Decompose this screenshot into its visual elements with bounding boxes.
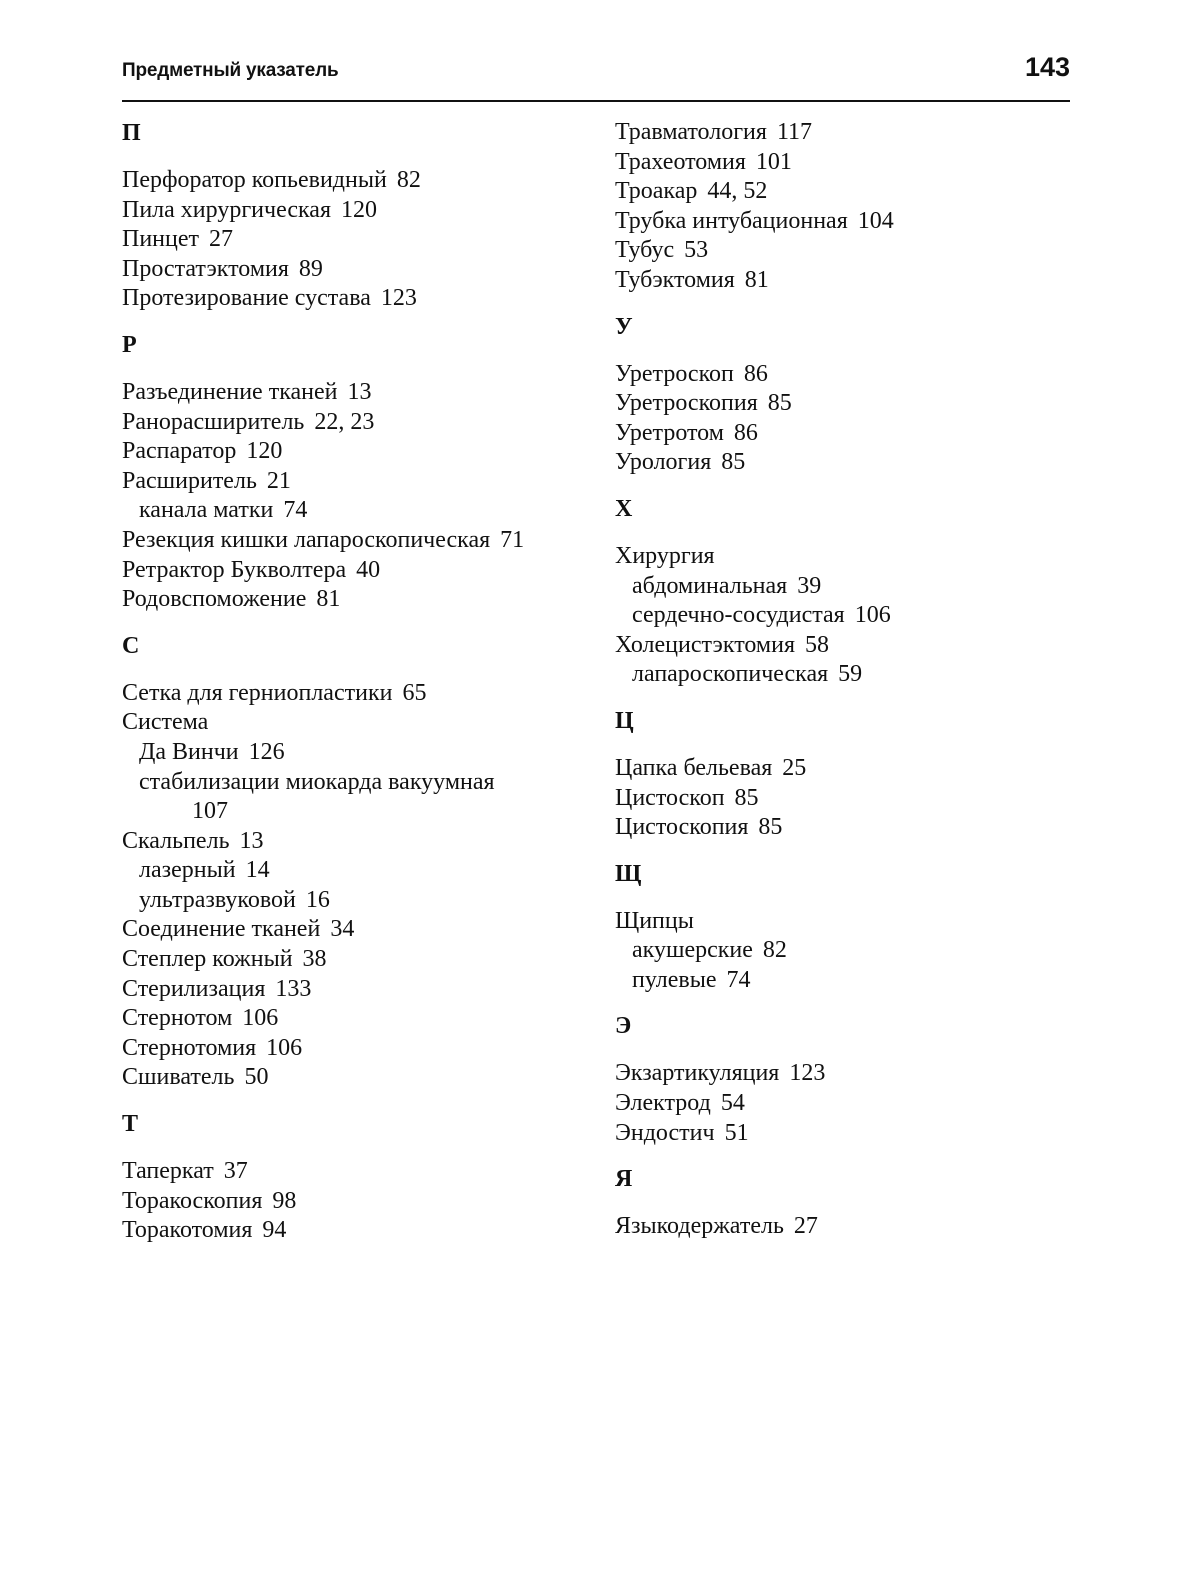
index-page-ref: 54 <box>720 1090 745 1117</box>
index-page-ref: 106 <box>854 602 891 629</box>
index-term: абдоминальная <box>632 572 788 599</box>
index-letter-group <box>615 1011 1070 1148</box>
index-term: Ранорасширитель <box>122 408 305 435</box>
index-entry <box>615 360 1070 390</box>
index-entry <box>122 496 592 526</box>
index-term: канала матки <box>139 497 274 524</box>
index-entry <box>122 1216 592 1246</box>
index-entry <box>122 797 592 827</box>
index-entry <box>122 284 592 314</box>
index-entry <box>615 813 1070 843</box>
index-entry <box>122 827 592 857</box>
index-term: Холецистэктомия <box>615 631 795 658</box>
index-entry <box>615 936 1070 966</box>
index-entry <box>615 207 1070 237</box>
index-letter-heading: Я <box>615 1166 633 1193</box>
index-entry <box>122 1157 592 1187</box>
index-term: Торакотомия <box>122 1217 253 1244</box>
index-letter-heading: С <box>122 632 140 659</box>
index-page-ref: 21 <box>266 467 291 494</box>
index-page-ref: 16 <box>305 886 330 913</box>
index-page-ref: 85 <box>734 784 759 811</box>
index-entry <box>122 886 592 916</box>
index-entry <box>122 856 592 886</box>
index-entry <box>122 378 592 408</box>
index-letter-heading: Ц <box>615 707 634 734</box>
index-term: сердечно-сосудистая <box>632 602 845 629</box>
index-page-ref: 117 <box>776 119 813 145</box>
index-letter-heading: У <box>615 313 633 340</box>
index-entry <box>615 601 1070 631</box>
index-term: Сетка для герниопластики <box>122 679 393 706</box>
index-term: Ретрактор Букволтера <box>122 556 347 583</box>
index-term: Стерилизация <box>122 975 266 1002</box>
index-page-ref: 120 <box>246 438 283 465</box>
index-letter-group <box>615 312 1070 478</box>
index-entry <box>122 1063 592 1093</box>
index-page-ref: 89 <box>298 255 323 282</box>
index-entry <box>615 572 1070 602</box>
index-term: Цапка бельевая <box>615 754 773 781</box>
page-number: 143 <box>1024 52 1070 82</box>
index-term: Родовспоможение <box>122 586 307 613</box>
index-page-ref: 53 <box>684 237 709 264</box>
index-term: Резекция кишки лапароскопическая <box>122 526 491 553</box>
index-entry <box>122 255 592 285</box>
index-letter-group <box>122 118 592 314</box>
index-page-ref: 14 <box>245 857 270 884</box>
index-term: Трубка интубационная <box>615 207 848 234</box>
index-term: Распаратор <box>122 438 237 465</box>
index-entry <box>615 966 1070 996</box>
index-term: Уретроскоп <box>615 360 734 387</box>
index-entry <box>122 915 592 945</box>
index-page-ref: 58 <box>805 631 829 658</box>
index-page-ref: 74 <box>283 497 308 524</box>
index-entry <box>615 236 1070 266</box>
index-page-ref: 106 <box>242 1005 279 1032</box>
index-term: Уретроскопия <box>615 390 758 417</box>
index-letter-group <box>122 1109 592 1246</box>
index-term: Тубус <box>615 237 675 264</box>
index-letter-heading: Э <box>615 1013 632 1040</box>
index-term: Скальпель <box>122 827 230 854</box>
index-page-ref: 133 <box>275 975 312 1002</box>
index-term: ультразвуковой <box>139 886 296 913</box>
index-page-ref: 27 <box>209 226 234 253</box>
index-term: Травматология <box>615 119 767 145</box>
index-entry <box>122 708 592 738</box>
index-page-ref: 38 <box>302 946 327 973</box>
index-letter-heading: П <box>122 120 141 146</box>
index-term: Торакоскопия <box>122 1187 263 1214</box>
index-entry <box>615 389 1070 419</box>
index-page-ref: 25 <box>782 754 807 781</box>
index-letter-heading: Х <box>615 495 633 522</box>
index-term: Тубэктомия <box>615 266 735 293</box>
index-entry <box>615 660 1070 690</box>
index-term: Протезирование сустава <box>122 285 371 312</box>
index-term: Степлер кожный <box>122 946 293 973</box>
index-term: Пинцет <box>122 226 200 253</box>
index-entry <box>122 437 592 467</box>
index-page-ref: 107 <box>192 798 228 825</box>
index-entry <box>122 526 592 556</box>
index-term: Уретротом <box>615 419 724 446</box>
index-term: лазерный <box>139 857 236 884</box>
index-entry <box>615 419 1070 449</box>
index-term: Сшиватель <box>122 1064 235 1091</box>
index-page-ref: 74 <box>726 966 751 993</box>
index-page-ref: 37 <box>223 1158 248 1185</box>
index-page-ref: 123 <box>789 1060 826 1087</box>
index-letter-heading: Щ <box>615 860 642 887</box>
index-letter-heading: Т <box>122 1111 139 1138</box>
index-page-ref: 94 <box>262 1217 287 1244</box>
index-term: Пила хирургическая <box>122 196 331 223</box>
index-page-ref: 120 <box>340 196 377 223</box>
index-page-ref: 71 <box>500 526 525 553</box>
index-page-ref: 65 <box>402 679 427 706</box>
index-entry <box>615 1119 1070 1149</box>
index-entry <box>122 1034 592 1064</box>
index-term: Языкодержатель <box>615 1213 784 1240</box>
index-page-ref: 34 <box>330 916 355 943</box>
index-term: стабилизации миокарда вакуумная <box>139 768 495 795</box>
index-term: Система <box>122 709 209 736</box>
index-entry <box>615 784 1070 814</box>
index-term: акушерские <box>632 937 753 964</box>
index-letter-group <box>122 631 592 1093</box>
index-page-ref: 50 <box>244 1064 269 1091</box>
index-page-ref: 123 <box>380 285 417 312</box>
index-entry <box>122 768 592 798</box>
index-page-ref: 27 <box>793 1213 818 1240</box>
index-entry <box>615 754 1070 784</box>
header-title: Предметный указатель <box>122 60 339 81</box>
index-entry <box>122 196 592 226</box>
index-page-ref: 104 <box>857 207 894 234</box>
index-entry <box>615 448 1070 478</box>
index-entry <box>615 177 1070 207</box>
index-entry <box>122 556 592 586</box>
index-term: Эндостич <box>615 1119 715 1146</box>
index-page-ref: 51 <box>724 1119 749 1146</box>
index-term: Троакар <box>615 178 698 205</box>
index-page-ref: 126 <box>248 738 285 765</box>
index-entry <box>122 585 592 615</box>
index-entry <box>615 631 1070 661</box>
index-letter-group <box>615 494 1070 690</box>
index-term: Перфоратор копьевидный <box>122 167 387 193</box>
index-term: Разъединение тканей <box>122 378 338 405</box>
index-page-ref: 81 <box>316 586 341 613</box>
index-term: Электрод <box>615 1090 711 1117</box>
index-entry <box>122 467 592 497</box>
index-term: Цистоскопия <box>615 814 749 841</box>
index-term: Урология <box>615 449 712 476</box>
index-term: Стернотомия <box>122 1034 257 1061</box>
index-term: Соединение тканей <box>122 916 321 943</box>
index-letter-group <box>122 330 592 615</box>
index-term: Щипцы <box>615 907 694 934</box>
index-entry <box>122 408 592 438</box>
index-entry <box>615 1059 1070 1089</box>
index-page-ref: 101 <box>755 148 792 175</box>
index-page-ref: 106 <box>266 1034 303 1061</box>
index-page-ref: 13 <box>239 827 264 854</box>
index-term: Стернотом <box>122 1005 233 1032</box>
index-letter-group <box>615 1164 1070 1242</box>
index-term: Экзартикуляция <box>615 1060 780 1087</box>
index-letter-heading: Р <box>122 331 137 358</box>
index-entry <box>122 975 592 1005</box>
index-entry <box>122 738 592 768</box>
running-header <box>122 52 1070 102</box>
index-page-ref: 98 <box>272 1187 297 1214</box>
index-term: Трахеотомия <box>615 148 746 175</box>
index-term: пулевые <box>632 966 717 993</box>
index-term: Простатэктомия <box>122 255 289 282</box>
index-page-ref: 22, 23 <box>314 408 375 435</box>
index-entry <box>122 679 592 709</box>
index-letter-group <box>615 706 1070 843</box>
index-column-right <box>615 118 1070 1258</box>
index-term: Да Винчи <box>139 738 239 765</box>
index-page-ref: 85 <box>721 449 746 476</box>
index-entry <box>615 907 1070 937</box>
index-page-ref: 85 <box>758 814 783 841</box>
index-term: Таперкат <box>122 1158 214 1185</box>
index-column-left <box>122 118 592 1262</box>
index-page-ref: 40 <box>356 556 381 583</box>
index-page-ref: 85 <box>767 390 792 417</box>
index-term: Хирургия <box>615 542 715 569</box>
index-letter-group <box>615 859 1070 996</box>
index-page-ref: 81 <box>744 266 769 293</box>
index-page-ref: 39 <box>797 572 822 599</box>
index-term: Расширитель <box>122 467 257 494</box>
index-page-ref: 86 <box>733 419 758 446</box>
index-page-ref: 86 <box>743 360 768 387</box>
index-entry <box>615 1212 1070 1242</box>
index-entry <box>615 1089 1070 1119</box>
index-page-ref: 82 <box>762 937 787 964</box>
index-term: Цистоскоп <box>615 784 725 811</box>
index-entry <box>615 118 1070 148</box>
index-term: лапароскопическая <box>632 661 829 688</box>
index-entry <box>122 1004 592 1034</box>
index-entry <box>122 225 592 255</box>
index-letter-group <box>615 118 1070 296</box>
index-entry <box>615 266 1070 296</box>
index-page-ref: 59 <box>838 661 863 688</box>
index-entry <box>122 166 592 196</box>
index-entry <box>615 148 1070 178</box>
index-page-ref: 44, 52 <box>707 178 768 205</box>
index-entry <box>122 1187 592 1217</box>
index-entry <box>122 945 592 975</box>
index-entry <box>615 542 1070 572</box>
index-page-ref: 82 <box>396 167 421 193</box>
index-page-ref: 13 <box>347 378 372 405</box>
